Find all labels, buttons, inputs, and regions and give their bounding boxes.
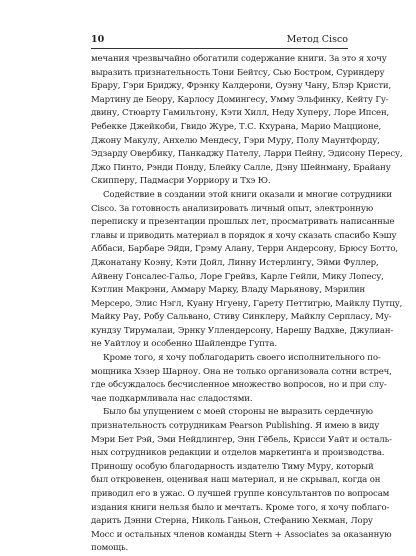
text-line: Мерсеро, Элис Нэгл, Куану Нгуену, Гарету Петтигрю, Майклу Путцу, xyxy=(91,298,403,309)
text-line: Кэтлин Макрэни, Аммару Маркy, Владу Марьянову, Мэрилин xyxy=(91,285,366,296)
paragraph xyxy=(91,53,403,189)
text-line: дарить Дэнни Стерна, Николь Ганьон, Стефанию Хекман, Лору xyxy=(91,516,373,527)
text-line: не Уайтлоу и особенно Шайлендре Гупта. xyxy=(91,339,277,350)
text-line: помощь. xyxy=(91,543,129,554)
text-line: Было бы упущением с моей стороны не выразить сердечную xyxy=(103,407,373,418)
text-line: мечания чрезвычайно обогатили содержание книги. За это я хочу xyxy=(91,54,387,64)
text-line: двину, Стюарту Гамильтону, Кэти Хилл, Неду Хуперу, Лоре Ипсен, xyxy=(91,108,390,119)
text-line: Эдзарду Овербику, Панкаджу Пателу, Ларри Пейну, Эдисону Пересу, xyxy=(91,149,403,160)
text-line: переписку и презентации прошлых лет, просматривать написанные xyxy=(91,217,395,228)
text-line: Джонатану Коэну, Кэти Дойл, Линну Истерлингу, Эйми Фуллер, xyxy=(91,257,379,268)
text-line: главы и приводить материал в порядок я хочу сказать спасибо Кэшу xyxy=(91,230,397,241)
text-line: Скипперу, Падмасри Уорриору и Тхэ Ю. xyxy=(91,176,271,187)
page-number: 10 xyxy=(91,34,105,45)
text-line: Айвену Гонсалес-Гальо, Лоре Грейвз, Карле Гейли, Мику Лопесу, xyxy=(91,271,384,282)
text-line: Аббаси, Барбаре Эйди, Грэму Алану, Терри Андерсону, Брюсу Ботто, xyxy=(91,244,398,255)
text-line: приводил его в ужас. О лучшей группе консультантов по вопросам xyxy=(91,489,390,499)
page-header xyxy=(91,33,348,49)
text-line: кундзу Тирумалаи, Эрнку Уллендерсону, Нарешу Вадхве, Джулиан- xyxy=(91,325,394,336)
text-line: Джону Макулу, Анхелю Мендесу, Гэри Муру, Полу Маунтфорду, xyxy=(91,135,380,146)
text-line: Ребекке Джейкоби, Гвидо Журе, Т.С. Кхурана, Марио Мацционе, xyxy=(91,121,382,132)
text-line: ных сотрудников редакции и отделов маркетинга и производства. xyxy=(91,448,385,459)
text-line: был откровенен, оценивая наш материал, и не скрывал, когда он xyxy=(91,475,381,486)
paragraph xyxy=(91,352,392,406)
text-line: Мартину де Беору, Карлосу Домингесу, Умму Эльфинку, Кейту Гу- xyxy=(91,94,389,105)
text-line: Cisco. За готовность анализировать личный опыт, электронную xyxy=(91,203,374,214)
header-rule xyxy=(91,48,348,49)
running-title: Метод Cisco xyxy=(286,34,348,45)
text-line: чае подкармливала нас сладостями. xyxy=(91,393,253,404)
text-line: Приношу особую благодарность издателю Тиму Муру, который xyxy=(91,461,374,472)
text-line: Джо Пинто, Рэнди Понду, Блейку Салле, Дэну Шейнману, Брайану xyxy=(91,162,391,173)
text-line: признательность сотрудникам Pearson Publishing. Я имею в виду xyxy=(91,421,380,432)
body-text xyxy=(91,53,403,556)
text-line: Майку Рау, Робу Сальвано, Стиву Синклеру, Майклу Серпласу, Му- xyxy=(91,312,392,323)
paragraph xyxy=(91,406,392,556)
text-line: Брару, Гэри Бриджу, Фрэнку Калдерони, Оуэну Чану, Блэр Кристи, xyxy=(91,81,392,92)
text-line: где обсуждалось бесчисленное множество вопросов, но и при слу- xyxy=(91,380,387,391)
text-line: Мэри Бет Рэй, Эми Нейдлингер, Энн Гёбель, Крисси Уайт и осталь- xyxy=(91,434,392,445)
text-line: Содействие в создании этой книги оказали и многие сотрудники xyxy=(103,189,393,200)
text-line: Кроме того, я хочу поблагодарить своего исполнительного по- xyxy=(103,353,381,364)
text-line: выразить признательность Тони Бейтсу, Сью Бостром, Суриндеру xyxy=(91,67,385,78)
text-line: мощника Хэзер Шарноу. Она не только организовала сотни встреч, xyxy=(91,366,392,377)
paragraph xyxy=(91,189,403,352)
text-line: Мосс и остальных членов команды Stern + Associates за оказанную xyxy=(91,529,392,540)
text-line: издания книги нельзя было и мечтать. Кроме того, я хочу поблаго- xyxy=(91,502,390,513)
